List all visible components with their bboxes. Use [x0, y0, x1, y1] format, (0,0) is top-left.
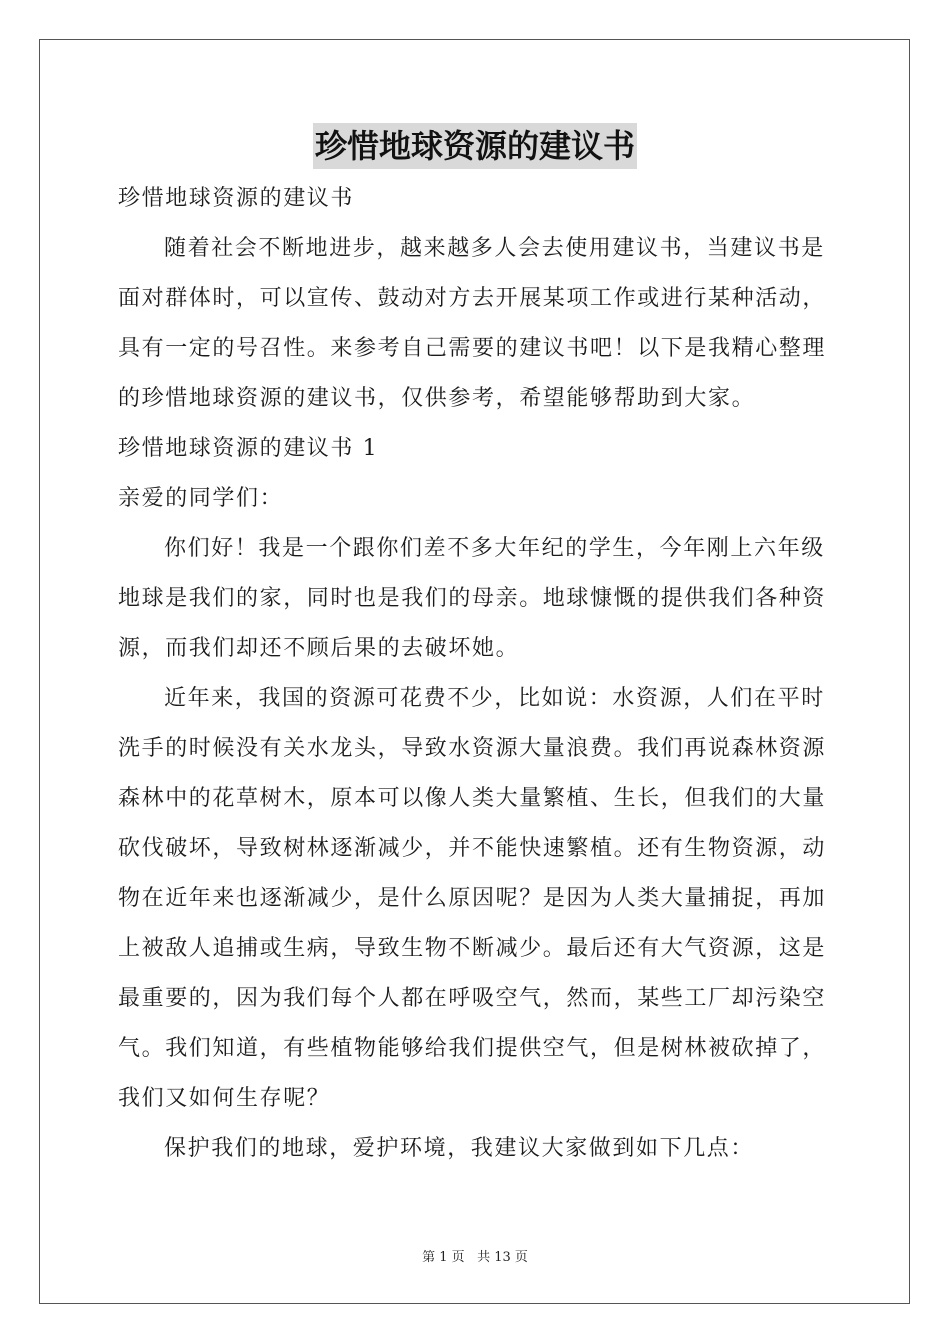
paragraph-line: 最重要的，因为我们每个人都在呼吸空气，然而，某些工厂却污染空: [118, 986, 827, 1011]
paragraph-line: 森林中的花草树木，原本可以像人类大量繁植、生长，但我们的大量: [118, 786, 827, 811]
subtitle-line: 珍惜地球资源的建议书: [118, 186, 355, 211]
paragraph-line: 物在近年来也逐渐减少，是什么原因呢？是因为人类大量捕捉，再加: [118, 886, 827, 911]
paragraph-line: 面对群体时，可以宣传、鼓动对方去开展某项工作或进行某种活动，: [118, 286, 827, 311]
paragraph-line: 洗手的时候没有关水龙头，导致水资源大量浪费。我们再说森林资源: [118, 736, 827, 761]
paragraph-line: 地球是我们的家，同时也是我们的母亲。地球慷慨的提供我们各种资: [118, 586, 827, 611]
section-heading: 珍惜地球资源的建议书 1: [118, 436, 379, 461]
paragraph-line: 源，而我们却还不顾后果的去破坏她。: [118, 636, 520, 661]
page-footer: [0, 1249, 950, 1267]
page-total: 共 13 页: [477, 1250, 528, 1265]
paragraph-line: 随着社会不断地进步，越来越多人会去使用建议书，当建议书是: [164, 236, 825, 261]
paragraph-line: 近年来，我国的资源可花费不少，比如说：水资源，人们在平时: [164, 686, 825, 711]
paragraph-line: 上被敌人追捕或生病，导致生物不断减少。最后还有大气资源，这是: [118, 936, 827, 961]
paragraph-line: 我们又如何生存呢？: [118, 1086, 331, 1111]
document-title: 珍惜地球资源的建议书: [313, 123, 637, 169]
title-container: [0, 123, 950, 169]
page-number: 第 1 页: [422, 1250, 465, 1265]
paragraph-line: 你们好！我是一个跟你们差不多大年纪的学生，今年刚上六年级: [164, 536, 825, 561]
paragraph-line: 保护我们的地球，爱护环境，我建议大家做到如下几点：: [164, 1136, 755, 1161]
paragraph-line: 的珍惜地球资源的建议书，仅供参考，希望能够帮助到大家。: [118, 386, 756, 411]
salutation: 亲爱的同学们：: [118, 486, 284, 511]
paragraph-line: 砍伐破坏，导致树林逐渐减少，并不能快速繁植。还有生物资源，动: [118, 836, 827, 861]
paragraph-line: 具有一定的号召性。来参考自己需要的建议书吧！以下是我精心整理: [118, 336, 827, 361]
paragraph-line: 气。我们知道，有些植物能够给我们提供空气，但是树林被砍掉了，: [118, 1036, 827, 1061]
page-border: [39, 39, 910, 1304]
